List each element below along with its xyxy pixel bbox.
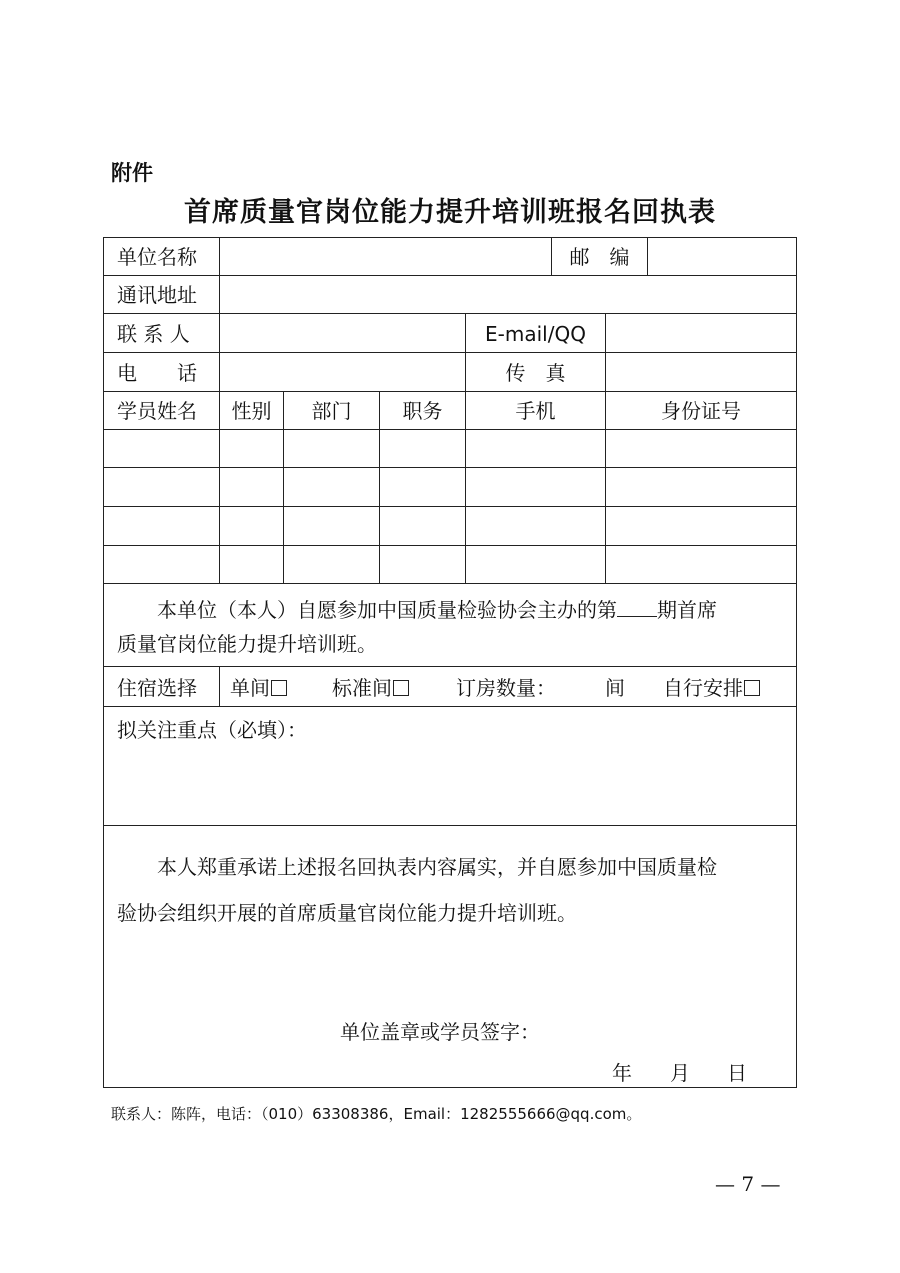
attachment-label: 附件 bbox=[111, 161, 153, 185]
form-title: 首席质量官岗位能力提升培训班报名回执表 bbox=[184, 197, 716, 228]
fax-field[interactable] bbox=[610, 357, 790, 387]
address-field[interactable] bbox=[234, 279, 789, 309]
col-student-name: 学员姓名 bbox=[117, 399, 197, 423]
declaration-paragraph bbox=[117, 593, 793, 661]
col-id-number: 身份证号 bbox=[661, 399, 741, 423]
postcode-field[interactable] bbox=[652, 241, 792, 271]
col-position: 职务 bbox=[402, 399, 443, 423]
signature-label: 单位盖章或学员签字： bbox=[340, 1020, 540, 1044]
standard-checkbox[interactable] bbox=[393, 680, 409, 696]
date-year: 年 bbox=[612, 1061, 632, 1085]
focus-label: 拟关注重点（必填）： bbox=[117, 718, 307, 742]
pledge-line1: 本人郑重承诺上述报名回执表内容属实，并自愿参加中国质量检 bbox=[157, 855, 717, 879]
col-department: 部门 bbox=[311, 399, 352, 423]
contact-field[interactable] bbox=[234, 318, 454, 348]
focus-field[interactable] bbox=[117, 748, 787, 820]
session-number-blank[interactable] bbox=[617, 598, 657, 617]
fax-label: 传 真 bbox=[505, 361, 566, 385]
col-mobile: 手机 bbox=[515, 399, 556, 423]
student-row[interactable] bbox=[106, 547, 794, 581]
pledge-line2: 验协会组织开展的首席质量官岗位能力提升培训班。 bbox=[117, 901, 577, 925]
student-row[interactable] bbox=[106, 431, 794, 465]
lodging-single-label: 单间 bbox=[230, 676, 270, 700]
declaration-line2: 质量官岗位能力提升培训班。 bbox=[117, 632, 377, 656]
page-number: — 7 — bbox=[715, 1172, 781, 1196]
postcode-label: 邮 编 bbox=[569, 245, 630, 269]
self-arrange-checkbox[interactable] bbox=[744, 680, 760, 696]
phone-label: 电 话 bbox=[117, 361, 197, 385]
declaration-line1-b: 期首席 bbox=[657, 598, 717, 622]
phone-field[interactable] bbox=[234, 357, 454, 387]
room-unit-label: 间 bbox=[605, 676, 625, 700]
lodging-single-option[interactable] bbox=[230, 676, 287, 700]
lodging-self-label: 自行安排 bbox=[663, 676, 743, 700]
registration-form bbox=[103, 237, 797, 1088]
lodging-label: 住宿选择 bbox=[117, 676, 197, 700]
date-day: 日 bbox=[727, 1061, 747, 1085]
address-label: 通讯地址 bbox=[117, 283, 197, 307]
email-label: E-mail/QQ bbox=[485, 322, 586, 346]
declaration-line1-a: 本单位（本人）自愿参加中国质量检验协会主办的第 bbox=[157, 598, 617, 622]
contact-footer: 联系人：陈阵，电话：（010）63308386，Email：1282555666@qq.com。 bbox=[111, 1105, 642, 1123]
lodging-self-option[interactable] bbox=[663, 676, 760, 700]
date-month: 月 bbox=[670, 1061, 690, 1085]
room-count-label: 订房数量： bbox=[456, 676, 556, 700]
pledge-paragraph bbox=[117, 844, 793, 936]
room-count-field[interactable] bbox=[560, 674, 600, 700]
contact-label: 联 系 人 bbox=[117, 322, 190, 346]
unit-name-label: 单位名称 bbox=[117, 245, 197, 269]
email-field[interactable] bbox=[610, 318, 790, 348]
student-row[interactable] bbox=[106, 508, 794, 542]
col-gender: 性别 bbox=[231, 399, 272, 423]
student-row[interactable] bbox=[106, 470, 794, 504]
single-checkbox[interactable] bbox=[271, 680, 287, 696]
signature-field[interactable] bbox=[559, 1012, 759, 1048]
unit-name-field[interactable] bbox=[234, 241, 539, 271]
lodging-standard-option[interactable] bbox=[332, 676, 409, 700]
lodging-standard-label: 标准间 bbox=[332, 676, 392, 700]
